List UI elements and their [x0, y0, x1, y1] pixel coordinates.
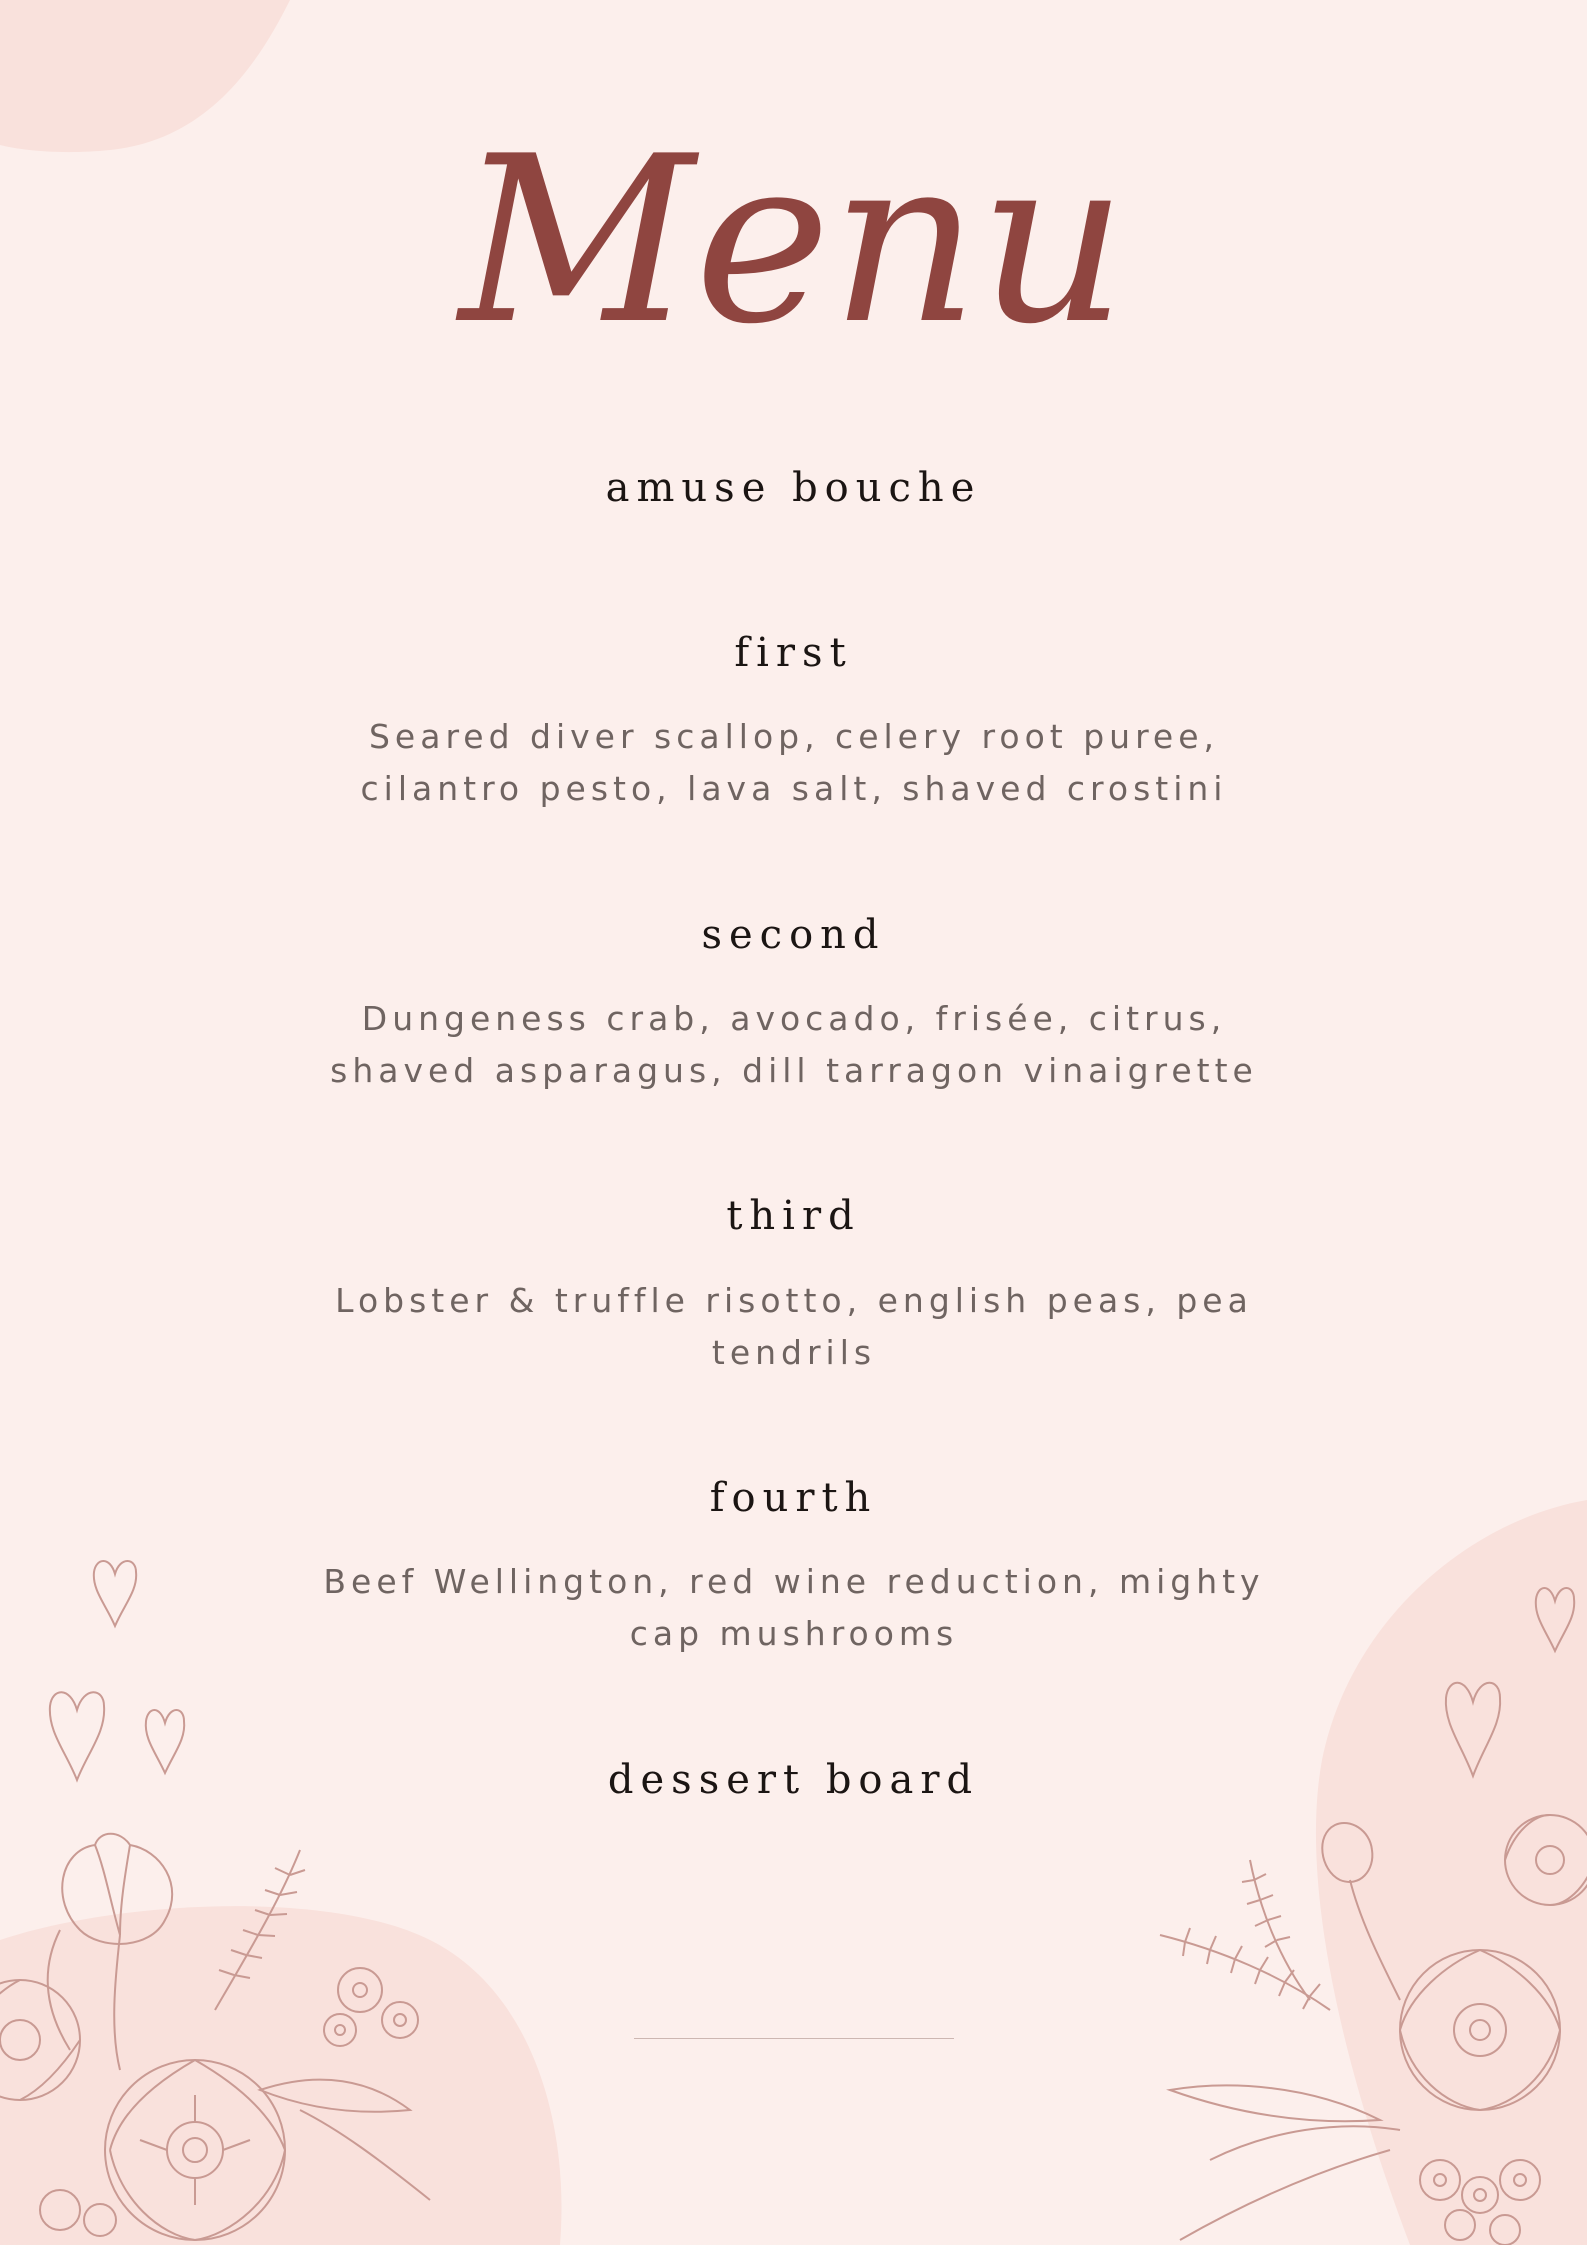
course-description-third: Lobster & truffle risotto, english peas, pea tendrils: [335, 1281, 1253, 1372]
course-heading-first: first: [734, 630, 853, 676]
course-heading-dessert-board: dessert board: [607, 1757, 980, 1803]
flower-bouquet-icon: [0, 1810, 470, 2245]
course-description-fourth: Beef Wellington, red wine reduction, mighty cap mushrooms: [323, 1562, 1265, 1653]
flower-bouquet-icon: [1150, 1800, 1587, 2245]
heart-icon: [88, 1550, 142, 1630]
course-heading-amuse-bouche: amuse bouche: [605, 465, 982, 511]
course-description-second: Dungeness crab, avocado, frisée, citrus, shaved asparagus, dill tarragon vinaigrette: [330, 999, 1258, 1090]
course-heading-second: second: [701, 912, 886, 958]
course-heading-fourth: fourth: [709, 1475, 878, 1521]
title-text: Menu: [459, 130, 1127, 375]
menu-script-heading: [0, 130, 1587, 410]
heart-icon: [1530, 1575, 1580, 1655]
divider-line: [634, 2038, 954, 2039]
bottom-left-blob: [0, 1900, 580, 2245]
course-description-first: Seared diver scallop, celery root puree, cilantro pesto, lava salt, shaved crostini: [360, 717, 1228, 808]
course-heading-third: third: [726, 1193, 861, 1239]
menu-title: [0, 130, 1587, 410]
bottom-right-blob: [1310, 1500, 1587, 2245]
